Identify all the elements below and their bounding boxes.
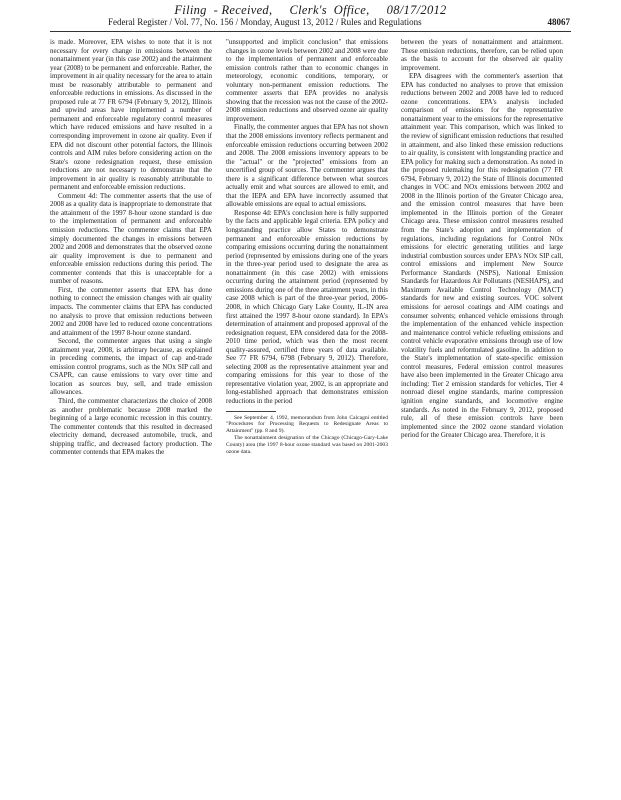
footnote: The nonattainment designation of the Chicago (Chicago-Gary-Lake County) area (the 1997 8-hour ozone standard was based on 2001-2003 ozone data. xyxy=(226,434,388,455)
column-3 xyxy=(401,38,563,788)
paragraph: Third, the commenter characterizes the choice of 2008 as another problematic because 2008 marked the beginning of a large economic recession in this country. The commenter contends that this resulted in decreased electricity demand, decreased automobile, truck, and shipping traffic, and decreased factory production. The commenter contends that EPA makes the xyxy=(50,396,212,457)
journal-citation: Federal Register / Vol. 77, No. 156 / Monday, August 13, 2012 / Rules and Regulations xyxy=(108,17,422,27)
paragraph: Comment 4d: The commenter asserts that the use of 2008 as a quality data is inappropriate to demonstrate that the attainment of the 1997 8-hour ozone standard is due to the implementation of permanent and enforceable emission reductions. The commenter claims that EPA simply documented the changes in emissions between 2002 and 2008 and demonstrates that the observed ozone air quality improvement is due to permanent and enforceable emission reductions during this period. The commenter contends that this is unacceptable for a number of reasons. xyxy=(50,191,212,286)
paragraph: Second, the commenter argues that using a single attainment year, 2008, is arbitrary because, as explained in preceding comments, the impact of cap and-trade emission control programs, such as the NOx SIP call and CSAPR, can cause emissions to vary over time and location as sources buy, sell, and trade emission allowances. xyxy=(50,337,212,397)
paragraph: Response 4d: EPA's conclusion here is fully supported by the facts and applicable legal criteria. EPA policy and longstanding practice allow States to demonstrate permanent and enforceable emission reductions by comparing emissions occurring during the nonattainment period (represented by emissions during one of the years in the three-year period used to designate the area as nonattainment (in this case 2002) with emissions occurring during the attainment period (represented by emissions during one of the three attainment years, in this case 2008 which is part of the three-year period, 2006-2008, in which Chicago Gary Lake County, IL-IN area first attained the 1997 8-hour ozone standard). In EPA's determination of attainment and proposed approval of the redesignation request, EPA considered data for the 2008-2010 time period, which was then the most recent quality-assured, certified three years of data available. See 77 FR 6794, 6798 (February 9, 2012). Therefore, selecting 2008 as the representative attainment year and comparing emissions for this year to those of the representative violation year, 2002, is an appropriate and long-established approach that demonstrates emission reductions in the period xyxy=(226,208,388,405)
column-1 xyxy=(50,38,212,788)
paragraph: First, the commenter asserts that EPA has done nothing to connect the emission changes with air quality impacts. The commenter claims that EPA has conducted no analysis to prove that emission reductions between 2002 and 2008 have led to reduced ozone concentrations and attainment of the 1997 8-hour ozone standard. xyxy=(50,285,212,337)
filing-stamp: Filing - Received, Clerk's Office, 08/17/2012 xyxy=(174,3,447,17)
footnote: See September 4, 1992, memorandum from John Calcagni entitled "Procedures for Processing Requests to Redesignate Areas to Attainment" (pp. 8 and 9). xyxy=(226,414,388,435)
paragraph: between the years of nonattainment and attainment. These emission reductions, therefore, can be relied upon as the basis to account for the observed air quality improvement. xyxy=(401,38,563,72)
page-header xyxy=(50,17,570,31)
paragraph: Finally, the commenter argues that EPA has not shown that the 2008 emissions inventory reflects permanent and enforceable emission reductions occurring between 2002 and 2008. The 2008 emissions inventory appears to be the "actual" or the "projected" emissions from an uncertified group of sources. The commenter argues that there is a significant difference between what sources actually emit and what sources are allowed to emit, and that the IEPA and EPA have incorrectly assumed that allowable emissions are equal to actual emissions. xyxy=(226,123,388,209)
paragraph: is made. Moreover, EPA wishes to note that it is not necessary for every change in emissions between the nonattainment year (in this case 2002) and the attainment year (2008) to be permanent and enforceable. Rather, the improvement in air quality necessary for the area to attain must be reasonably attributable to permanent and enforceable reductions in emissions. As discussed in the proposed rule at 77 FR 6794 (February 9, 2012), Illinois and upwind areas have implemented a number of permanent and enforceable regulatory control measures which have reduced emissions and have resulted in a corresponding improvement in ozone air quality. Even if EPA did not discount other potential factors, the Illinois controls and AIM rules before considering action on the State's ozone redesignation request, these emission reductions are not necessary to demonstrate that the improvement in air quality is reasonably attributable to permanent and enforceable emission reductions. xyxy=(50,38,212,192)
footnote-rule xyxy=(226,411,276,412)
header-rule xyxy=(50,31,571,32)
paragraph: "unsupported and implicit conclusion" that emissions changes in ozone levels between 2002 and 2008 were due to the implementation of permanent and enforceable emission controls rather than to economic changes in meteorology, economic conditions, temporary, or voluntary non-permanent emission reductions. The commenter asserts that EPA provides no analysis showing that the recession was not the cause of the 2002-2008 emission reductions and observed ozone air quality improvement. xyxy=(226,38,388,123)
paragraph: EPA disagrees with the commenter's assertion that EPA has conducted no analyses to prove that emission reductions between 2002 and 2008 have led to reduced ozone concentrations. EPA's analysis included comparison of emissions for the representative nonattainment year to the emissions for the representative attainment year. This comparison, which was linked to the review of significant emission reductions that resulted in attainment, and also linked these emission reductions to air quality, is consistent with longstanding practice and EPA policy for making such a demonstration. As noted in the proposed rulemaking for this redesignation (77 FR 6794, February 9, 2012) the State of Illinois documented changes in VOC and NOx emissions between 2002 and 2008 in the Illinois portion of the Greater Chicago area, and the emission control measures that have been implemented in the Illinois portion of the Greater Chicago area. These emission control measures resulted from the State's adoption and implementation of regulations, including regulations for Control NOx emissions for electric generating utilities and large industrial combustion sources under EPA's NOx SIP call, control emissions and implement New Source Performance Standards (NSPS), National Emission Standards for Hazardous Air Pollutants (NESHAPS), and Maximum Available Control Technology (MACT) standards for new and existing sources. VOC solvent emissions for aerosol coatings and AIM coatings and consumer solvents; enhanced vehicle emissions through the implementation of the enhanced vehicle inspection and maintenance control vehicle refueling emissions and control vehicle evaporative emissions through use of low volatility fuels and reformulated gasoline. In addition to the State's implementation of state-specific emission control measures, Federal emission control measures have also been implemented in the Greater Chicago area including: Tier 2 emission standards for vehicles, Tier 4 nonroad diesel engine standards, marine compression ignition engine standards, and locomotive engine standards. As noted in the February 9, 2012, proposed rule, all of these emission controls have been implemented since the 2002 ozone standard violation period for the Greater Chicago area. Therefore, it is xyxy=(401,72,563,440)
page-number: 48067 xyxy=(547,17,570,27)
column-2 xyxy=(226,38,388,788)
